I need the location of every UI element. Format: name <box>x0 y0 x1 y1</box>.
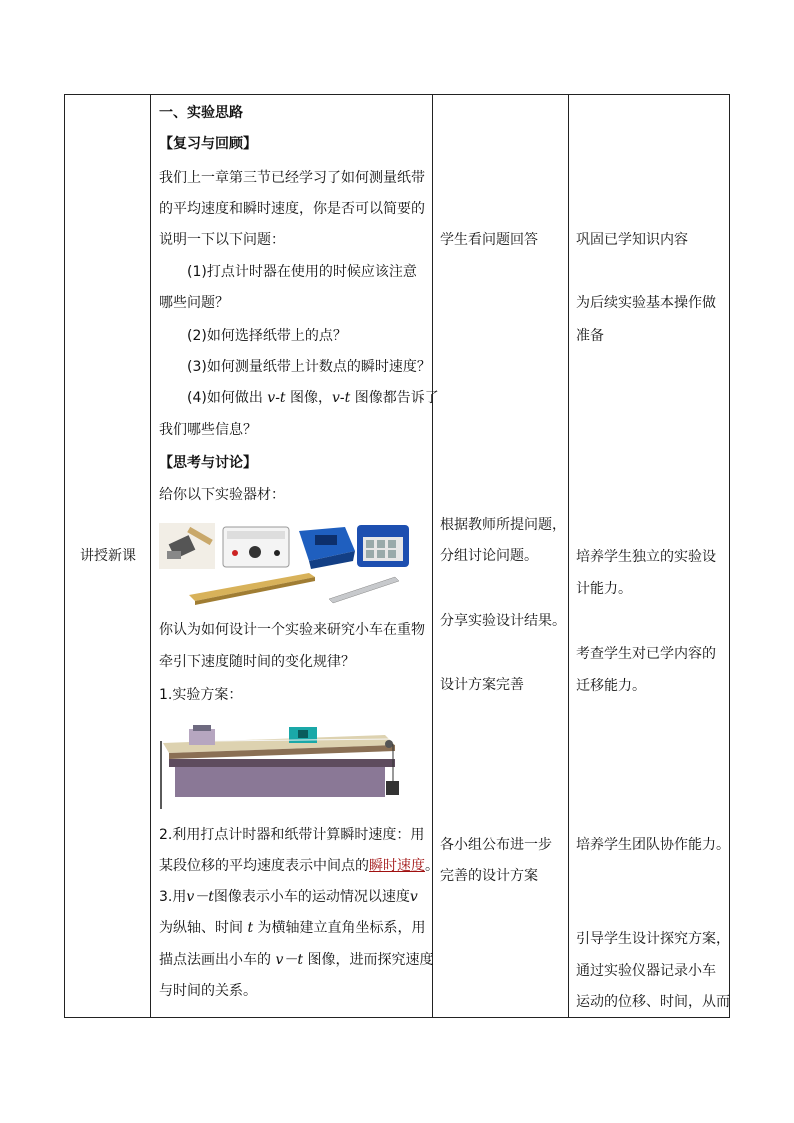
review-line-1: 我们上一章第三节已经学习了如何测量纸带 <box>159 170 425 186</box>
step-2b: 某段位移的平均速度表示中间点的瞬时速度。 <box>159 858 439 874</box>
timer-clamp-image <box>159 523 215 569</box>
intent-3b: 计能力。 <box>576 581 632 597</box>
step-3d: 与时间的关系。 <box>159 983 257 999</box>
intent-4a: 考查学生对已学内容的 <box>576 646 716 662</box>
ruler-image <box>329 577 399 603</box>
intent-2b: 准备 <box>576 328 604 344</box>
student-activity-3: 分享实验设计结果。 <box>440 613 566 629</box>
discuss-title: 【思考与讨论】 <box>159 455 257 471</box>
student-activity-1: 学生看问题回答 <box>440 232 538 248</box>
intent-4b: 迁移能力。 <box>576 678 646 694</box>
experiment-setup-image <box>159 717 399 813</box>
equipment-images <box>159 521 421 609</box>
heading-experiment-idea: 一、实验思路 <box>159 105 243 121</box>
content-column <box>151 95 439 1017</box>
review-line-3: 说明一下以下问题： <box>159 232 285 248</box>
student-activity-2a: 根据教师所提问题， <box>440 517 566 533</box>
question-3: (3)如何测量纸带上计数点的瞬时速度？ <box>187 359 431 375</box>
question-1b: 哪些问题？ <box>159 295 229 311</box>
blue-cart-image <box>299 527 355 569</box>
step-2a: 2.利用打点计时器和纸带计算瞬时速度：用 <box>159 827 425 843</box>
section-label: 讲授新课 <box>80 548 136 564</box>
track-board-image <box>189 573 315 605</box>
student-activity-5a: 各小组公布进一步 <box>440 837 552 853</box>
question-4b: 我们哪些信息？ <box>159 422 257 438</box>
design-question-1: 你认为如何设计一个实验来研究小车在重物 <box>159 622 425 638</box>
step-3b: 为纵轴、时间 t 为横轴建立直角坐标系，用 <box>159 920 426 936</box>
review-line-2: 的平均速度和瞬时速度，你是否可以简要的 <box>159 201 425 217</box>
lesson-table <box>64 94 730 1018</box>
student-activity-5b: 完善的设计方案 <box>440 868 538 884</box>
electromagnetic-timer-image <box>223 527 289 567</box>
step-3c: 描点法画出小车的 v－t 图像，进而探究速度 <box>159 952 434 968</box>
student-activity-2b: 分组讨论问题。 <box>440 548 538 564</box>
question-2: (2)如何选择纸带上的点？ <box>187 328 347 344</box>
weights-box-image <box>357 525 409 567</box>
intent-6a: 引导学生设计探究方案， <box>576 931 730 947</box>
discuss-intro: 给你以下实验器材： <box>159 487 285 503</box>
question-4a: (4)如何做出 v-t 图像，v-t 图像都告诉了 <box>187 390 439 406</box>
intent-2a: 为后续实验基本操作做 <box>576 295 716 311</box>
intent-1: 巩固已学知识内容 <box>576 232 688 248</box>
plan-label: 1.实验方案： <box>159 687 243 703</box>
student-activity-column <box>433 95 569 1017</box>
design-intent-column <box>569 95 730 1017</box>
question-1a: (1)打点计时器在使用的时候应该注意 <box>187 264 417 280</box>
section-column <box>65 95 151 1017</box>
intent-6b: 通过实验仪器记录小车 <box>576 963 716 979</box>
design-question-2: 牵引下速度随时间的变化规律？ <box>159 654 355 670</box>
intent-6c: 运动的位移、时间，从而 <box>576 994 730 1010</box>
review-title: 【复习与回顾】 <box>159 136 257 152</box>
student-activity-4: 设计方案完善 <box>440 677 524 693</box>
intent-3a: 培养学生独立的实验设 <box>576 549 716 565</box>
intent-5: 培养学生团队协作能力。 <box>576 837 730 853</box>
step-3a: 3.用v－t图像表示小车的运动情况以速度v <box>159 889 418 905</box>
